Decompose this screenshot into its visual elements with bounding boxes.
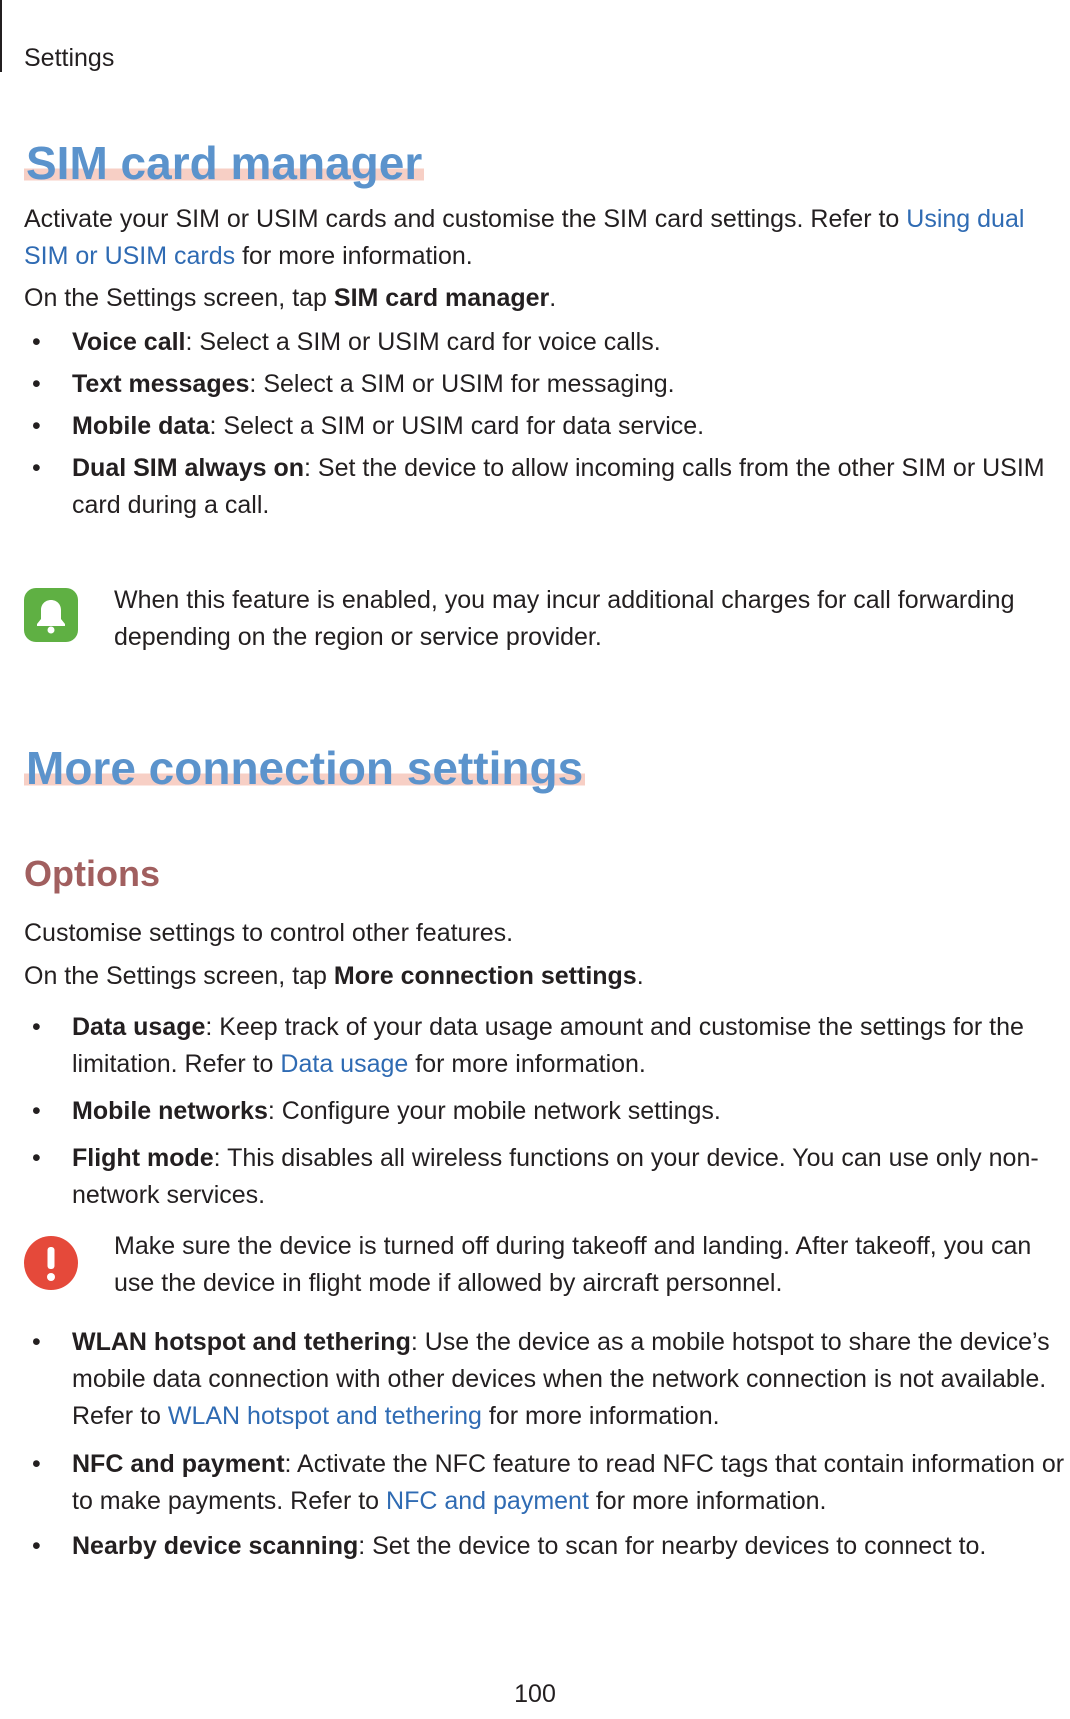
section-title-sim-card-manager: SIM card manager — [26, 137, 423, 189]
bullet-mobile-networks: • Mobile networks: Configure your mobile network settings. — [32, 1097, 721, 1125]
wlan-hotspot-link[interactable]: WLAN hotspot and tethering — [167, 1402, 482, 1430]
bullet-wlan-hotspot: • WLAN hotspot and tethering: Use the device as a mobile hotspot to share the device’s mobile data connection with other devices when the network connection is not available. Refer to WLAN hotspot and tethering for more information. — [32, 1328, 1050, 1430]
caution-text: Make sure the device is turned off during takeoff and landing. After takeoff, you can use the device in flight mode if allowed by aircraft personnel. — [114, 1232, 1032, 1297]
data-usage-link[interactable]: Data usage — [280, 1050, 409, 1078]
sim-tap-instruction: On the Settings screen, tap SIM card manager. — [24, 284, 557, 312]
bullet-flight-mode: • Flight mode: This disables all wireless functions on your device. You can use only non-network services. — [32, 1144, 1039, 1209]
exclamation-icon — [24, 1236, 78, 1290]
top-rule — [0, 0, 2, 72]
bullet-mobile-data: • Mobile data: Select a SIM or USIM card for data service. — [32, 412, 705, 440]
bullet-data-usage: • Data usage: Keep track of your data usage amount and customise the settings for the limitation. Refer to Data usage for more information. — [32, 1013, 1024, 1078]
bullet-nfc-and-payment: • NFC and payment: Activate the NFC feature to read NFC tags that contain information or to make payments. Refer to NFC and payment for more information. — [32, 1450, 1065, 1515]
subsection-title-options: Options — [24, 853, 160, 894]
section-title-more-connection-settings: More connection settings — [26, 742, 584, 794]
options-intro: Customise settings to control other features. — [24, 919, 514, 947]
sim-intro-paragraph: Activate your SIM or USIM cards and customise the SIM card settings. Refer to Using dual SIM or USIM cards for more information. — [24, 205, 1025, 270]
bell-icon — [24, 588, 78, 642]
options-tap-instruction: On the Settings screen, tap More connection settings. — [24, 962, 644, 990]
using-dual-sim-link[interactable]: Using dual SIM or USIM cards — [24, 205, 1025, 270]
bullet-text-messages: • Text messages: Select a SIM or USIM for messaging. — [32, 370, 675, 398]
bullet-nearby-device-scanning: • Nearby device scanning: Set the device to scan for nearby devices to connect to. — [32, 1532, 987, 1560]
page-number: 100 — [514, 1680, 556, 1708]
bullet-voice-call: • Voice call: Select a SIM or USIM card for voice calls. — [32, 328, 661, 356]
bullet-dual-sim-always-on: • Dual SIM always on: Set the device to allow incoming calls from the other SIM or USIM card during a call. — [32, 454, 1045, 519]
note-text: When this feature is enabled, you may incur additional charges for call forwarding depending on the region or service provider. — [114, 586, 1015, 651]
running-head: Settings — [24, 44, 115, 72]
nfc-and-payment-link[interactable]: NFC and payment — [386, 1487, 589, 1515]
